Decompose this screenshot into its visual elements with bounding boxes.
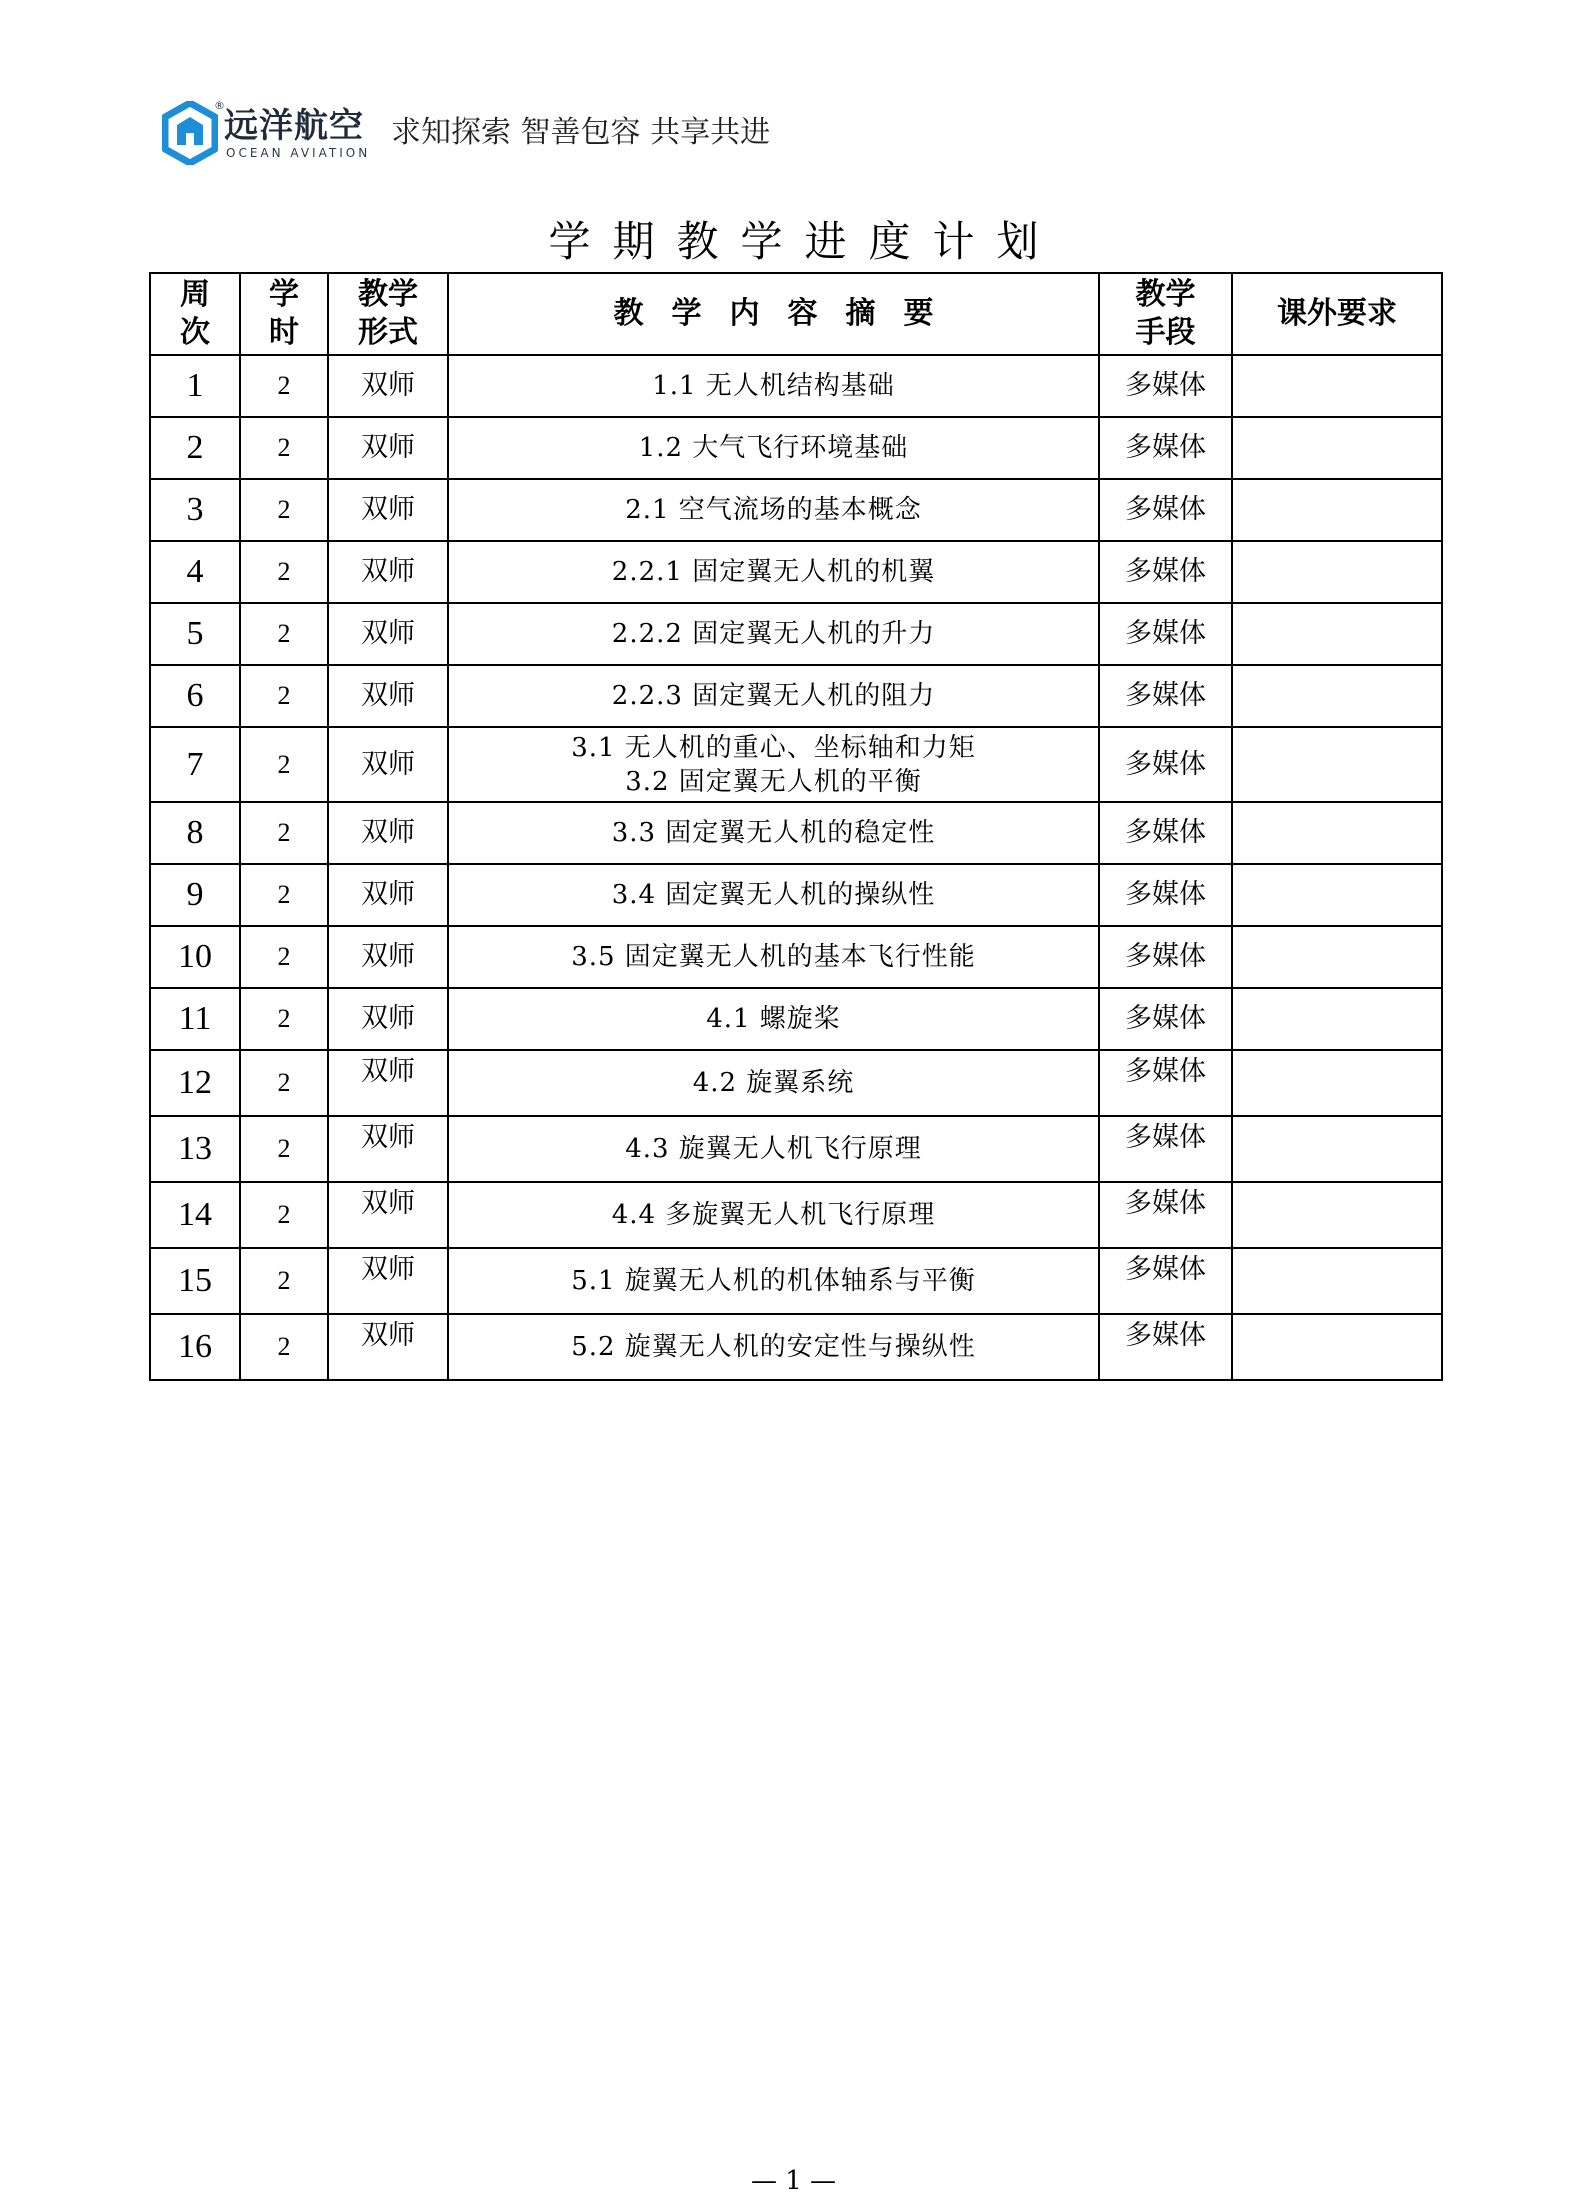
cell-hours: 2 xyxy=(240,1248,328,1314)
cell-week: 3 xyxy=(150,479,240,541)
page-number: — 1 — xyxy=(750,2166,837,2196)
content-line: 4.2 旋翼系统 xyxy=(692,1068,855,1098)
cell-extra xyxy=(1232,802,1442,864)
content-line: 5.2 旋翼无人机的安定性与操纵性 xyxy=(571,1332,976,1362)
cell-form: 双师 xyxy=(328,864,448,926)
cell-hours: 2 xyxy=(240,479,328,541)
content-line: 4.4 多旋翼无人机飞行原理 xyxy=(611,1200,936,1230)
cell-extra xyxy=(1232,1182,1442,1248)
cell-extra xyxy=(1232,417,1442,479)
logo-english-name: OCEAN AVIATION xyxy=(226,146,371,160)
cell-week: 14 xyxy=(150,1182,240,1248)
cell-week: 4 xyxy=(150,541,240,603)
cell-week: 11 xyxy=(150,988,240,1050)
header-hours-line: 时 xyxy=(269,315,299,350)
table-row xyxy=(150,355,1442,417)
cell-form: 双师 xyxy=(328,1182,448,1248)
cell-content xyxy=(448,603,1099,665)
content-line: 3.3 固定翼无人机的稳定性 xyxy=(611,818,936,848)
cell-hours: 2 xyxy=(240,665,328,727)
table-row xyxy=(150,802,1442,864)
cell-method: 多媒体 xyxy=(1099,479,1232,541)
header-method-line: 手段 xyxy=(1135,315,1196,350)
cell-form: 双师 xyxy=(328,988,448,1050)
content-line: 1.2 大气飞行环境基础 xyxy=(638,433,909,463)
cell-form: 双师 xyxy=(328,1116,448,1182)
cell-content xyxy=(448,988,1099,1050)
cell-content xyxy=(448,355,1099,417)
header-week xyxy=(150,273,240,355)
table-row xyxy=(150,1182,1442,1248)
cell-hours: 2 xyxy=(240,603,328,665)
cell-form: 双师 xyxy=(328,355,448,417)
cell-form: 双师 xyxy=(328,1248,448,1314)
header-week-line: 周 xyxy=(180,277,210,312)
cell-form: 双师 xyxy=(328,1314,448,1380)
cell-extra xyxy=(1232,1248,1442,1314)
cell-form: 双师 xyxy=(328,802,448,864)
cell-week: 2 xyxy=(150,417,240,479)
table-row xyxy=(150,1116,1442,1182)
cell-hours: 2 xyxy=(240,802,328,864)
cell-hours: 2 xyxy=(240,355,328,417)
cell-week: 8 xyxy=(150,802,240,864)
cell-week: 15 xyxy=(150,1248,240,1314)
table-row xyxy=(150,417,1442,479)
cell-hours: 2 xyxy=(240,1116,328,1182)
cell-week: 12 xyxy=(150,1050,240,1116)
cell-content xyxy=(448,1182,1099,1248)
cell-method: 多媒体 xyxy=(1099,1116,1232,1182)
cell-extra xyxy=(1232,864,1442,926)
table-row xyxy=(150,479,1442,541)
content-line: 3.5 固定翼无人机的基本飞行性能 xyxy=(571,942,976,972)
cell-content xyxy=(448,1116,1099,1182)
cell-hours: 2 xyxy=(240,1314,328,1380)
table-row xyxy=(150,541,1442,603)
content-line: 3.1 无人机的重心、坐标轴和力矩 xyxy=(571,732,976,763)
header-content: 教学内容摘要 xyxy=(448,273,1099,355)
content-line: 1.1 无人机结构基础 xyxy=(652,371,895,401)
cell-method: 多媒体 xyxy=(1099,1248,1232,1314)
table-row xyxy=(150,665,1442,727)
table-row xyxy=(150,727,1442,802)
cell-method: 多媒体 xyxy=(1099,1314,1232,1380)
cell-form: 双师 xyxy=(328,665,448,727)
table-row xyxy=(150,988,1442,1050)
cell-week: 13 xyxy=(150,1116,240,1182)
cell-extra xyxy=(1232,541,1442,603)
cell-content xyxy=(448,926,1099,988)
table-row xyxy=(150,926,1442,988)
cell-form: 双师 xyxy=(328,926,448,988)
logo-chinese-name: 远洋航空 xyxy=(224,106,364,146)
content-line: 4.3 旋翼无人机飞行原理 xyxy=(625,1134,922,1164)
teaching-plan-table xyxy=(149,272,1443,1381)
cell-method: 多媒体 xyxy=(1099,1182,1232,1248)
ocean-aviation-logo-icon xyxy=(162,101,218,165)
cell-extra xyxy=(1232,727,1442,802)
cell-method: 多媒体 xyxy=(1099,355,1232,417)
header-form xyxy=(328,273,448,355)
cell-content xyxy=(448,1314,1099,1380)
content-line: 3.4 固定翼无人机的操纵性 xyxy=(611,880,936,910)
cell-method: 多媒体 xyxy=(1099,665,1232,727)
cell-week: 10 xyxy=(150,926,240,988)
cell-content xyxy=(448,479,1099,541)
registered-mark: ® xyxy=(214,99,225,112)
cell-method: 多媒体 xyxy=(1099,926,1232,988)
table-header-row xyxy=(150,273,1442,355)
logo xyxy=(162,98,370,168)
content-line: 2.2.1 固定翼无人机的机翼 xyxy=(611,557,936,587)
slogan: 求知探索 智善包容 共享共进 xyxy=(391,115,771,150)
cell-method: 多媒体 xyxy=(1099,864,1232,926)
cell-hours: 2 xyxy=(240,417,328,479)
cell-method: 多媒体 xyxy=(1099,988,1232,1050)
header-hours xyxy=(240,273,328,355)
cell-hours: 2 xyxy=(240,1050,328,1116)
cell-form: 双师 xyxy=(328,541,448,603)
cell-hours: 2 xyxy=(240,727,328,802)
cell-week: 16 xyxy=(150,1314,240,1380)
content-line: 3.2 固定翼无人机的平衡 xyxy=(625,766,922,797)
cell-extra xyxy=(1232,1116,1442,1182)
cell-extra xyxy=(1232,479,1442,541)
table-row xyxy=(150,1248,1442,1314)
cell-hours: 2 xyxy=(240,864,328,926)
cell-extra xyxy=(1232,355,1442,417)
cell-week: 5 xyxy=(150,603,240,665)
page-title: 学期教学进度计划 xyxy=(548,217,1061,266)
cell-method: 多媒体 xyxy=(1099,417,1232,479)
cell-week: 1 xyxy=(150,355,240,417)
cell-extra xyxy=(1232,1050,1442,1116)
cell-extra xyxy=(1232,1314,1442,1380)
header-form-line: 教学 xyxy=(358,277,418,312)
content-line: 4.1 螺旋桨 xyxy=(706,1004,841,1034)
table-row xyxy=(150,603,1442,665)
header-method xyxy=(1099,273,1232,355)
cell-form: 双师 xyxy=(328,417,448,479)
cell-method: 多媒体 xyxy=(1099,603,1232,665)
content-line: 2.1 空气流场的基本概念 xyxy=(625,495,922,525)
cell-method: 多媒体 xyxy=(1099,541,1232,603)
cell-content xyxy=(448,802,1099,864)
header-form-line: 形式 xyxy=(358,315,418,350)
cell-content xyxy=(448,665,1099,727)
header-extra: 课外要求 xyxy=(1232,273,1442,355)
cell-content xyxy=(448,1050,1099,1116)
cell-method: 多媒体 xyxy=(1099,802,1232,864)
cell-week: 9 xyxy=(150,864,240,926)
table-body xyxy=(150,355,1442,1380)
cell-extra xyxy=(1232,603,1442,665)
content-line: 2.2.3 固定翼无人机的阻力 xyxy=(611,681,936,711)
header-hours-line: 学 xyxy=(269,277,299,312)
cell-hours: 2 xyxy=(240,1182,328,1248)
cell-form: 双师 xyxy=(328,603,448,665)
table-row xyxy=(150,1050,1442,1116)
cell-hours: 2 xyxy=(240,541,328,603)
cell-method: 多媒体 xyxy=(1099,1050,1232,1116)
header-week-line: 次 xyxy=(180,315,210,350)
cell-content xyxy=(448,417,1099,479)
cell-form: 双师 xyxy=(328,727,448,802)
cell-week: 6 xyxy=(150,665,240,727)
cell-hours: 2 xyxy=(240,926,328,988)
content-line: 2.2.2 固定翼无人机的升力 xyxy=(611,619,936,649)
table-row xyxy=(150,1314,1442,1380)
content-line: 5.1 旋翼无人机的机体轴系与平衡 xyxy=(571,1266,976,1296)
cell-week: 7 xyxy=(150,727,240,802)
cell-extra xyxy=(1232,665,1442,727)
cell-content xyxy=(448,1248,1099,1314)
cell-form: 双师 xyxy=(328,1050,448,1116)
cell-content xyxy=(448,727,1099,802)
cell-extra xyxy=(1232,988,1442,1050)
header-method-line: 教学 xyxy=(1135,277,1196,312)
cell-form: 双师 xyxy=(328,479,448,541)
table-row xyxy=(150,864,1442,926)
cell-extra xyxy=(1232,926,1442,988)
cell-content xyxy=(448,541,1099,603)
cell-method: 多媒体 xyxy=(1099,727,1232,802)
cell-hours: 2 xyxy=(240,988,328,1050)
cell-content xyxy=(448,864,1099,926)
